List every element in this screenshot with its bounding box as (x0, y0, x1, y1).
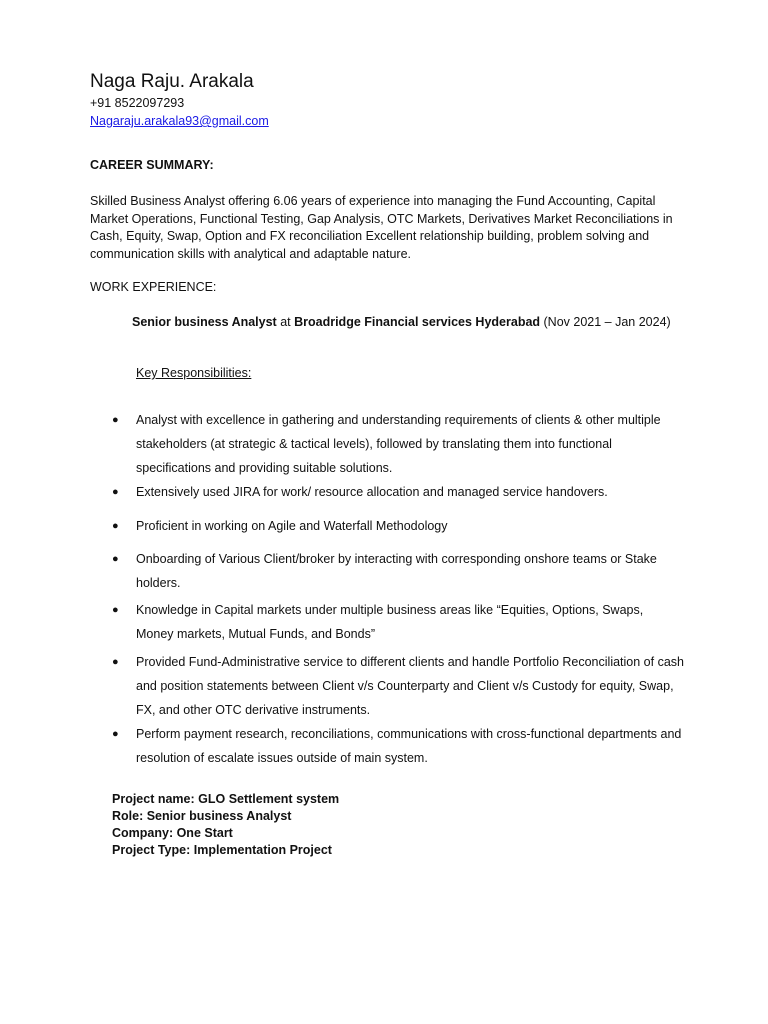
career-summary-text: Skilled Business Analyst offering 6.06 years of experience into managing the Fund Accounting, Capital Market Operations, Functional Testing, Gap Analysis, OTC Markets, Derivatives Market Reconciliations in Cash, Equity, Swap, Option and FX reconciliation Excellent relationship building, problem solving and communication skills with analytical and adaptable nature. (90, 194, 673, 261)
job-company: Broadridge Financial services Hyderabad (294, 315, 541, 329)
list-item (112, 480, 684, 504)
project-details (112, 791, 339, 859)
bullet-icon: ● (112, 553, 119, 565)
list-item (112, 598, 684, 646)
responsibility-text: Provided Fund-Administrative service to different clients and handle Portfolio Reconciliation of cash and position statements between Client v/s Counterparty and Client v/s Custody for equity, Swap, FX, and other OTC derivative instruments. (136, 655, 684, 717)
responsibility-text: Extensively used JIRA for work/ resource allocation and managed service handovers. (136, 485, 608, 499)
career-summary-heading: CAREER SUMMARY: (90, 158, 214, 172)
list-item (112, 408, 684, 480)
bullet-icon: ● (112, 414, 119, 426)
job-period: (Nov 2021 – Jan 2024) (540, 315, 671, 329)
job-title: Senior business Analyst (132, 315, 277, 329)
project-company: Company: One Start (112, 826, 233, 840)
responsibility-text: Proficient in working on Agile and Waterfall Methodology (136, 519, 448, 533)
responsibility-text: Onboarding of Various Client/broker by interacting with corresponding onshore teams or Stake holders. (136, 552, 657, 590)
project-type: Project Type: Implementation Project (112, 843, 332, 857)
project-name: Project name: GLO Settlement system (112, 792, 340, 806)
email-link[interactable]: Nagaraju.arakala93@gmail.com (90, 114, 269, 128)
bullet-icon: ● (112, 728, 119, 740)
work-experience-heading: WORK EXPERIENCE: (90, 280, 217, 294)
bullet-icon: ● (112, 604, 119, 616)
job-at: at (276, 315, 295, 329)
responsibility-text: Knowledge in Capital markets under multiple business areas like “Equities, Options, Swaps, Money markets, Mutual Funds, and Bonds” (136, 603, 644, 641)
candidate-name: Naga Raju. Arakala (90, 71, 254, 92)
bullet-icon: ● (112, 520, 119, 532)
list-item (112, 722, 684, 770)
job-title-line (132, 315, 671, 329)
bullet-icon: ● (112, 656, 119, 668)
bullet-icon: ● (112, 486, 119, 498)
key-responsibilities-label: Key Responsibilities: (136, 366, 252, 380)
responsibility-text: Analyst with excellence in gathering and understanding requirements of clients & other multiple stakeholders (at strategic & tactical levels), followed by translating them into functional specifications and providing suitable solutions. (136, 413, 661, 475)
list-item (112, 514, 684, 538)
list-item (112, 650, 684, 722)
responsibility-text: Perform payment research, reconciliations, communications with cross-functional departments and resolution of escalate issues outside of main system. (136, 727, 682, 765)
project-role: Role: Senior business Analyst (112, 809, 292, 823)
list-item (112, 547, 684, 595)
phone-number: +91 8522097293 (90, 96, 185, 110)
